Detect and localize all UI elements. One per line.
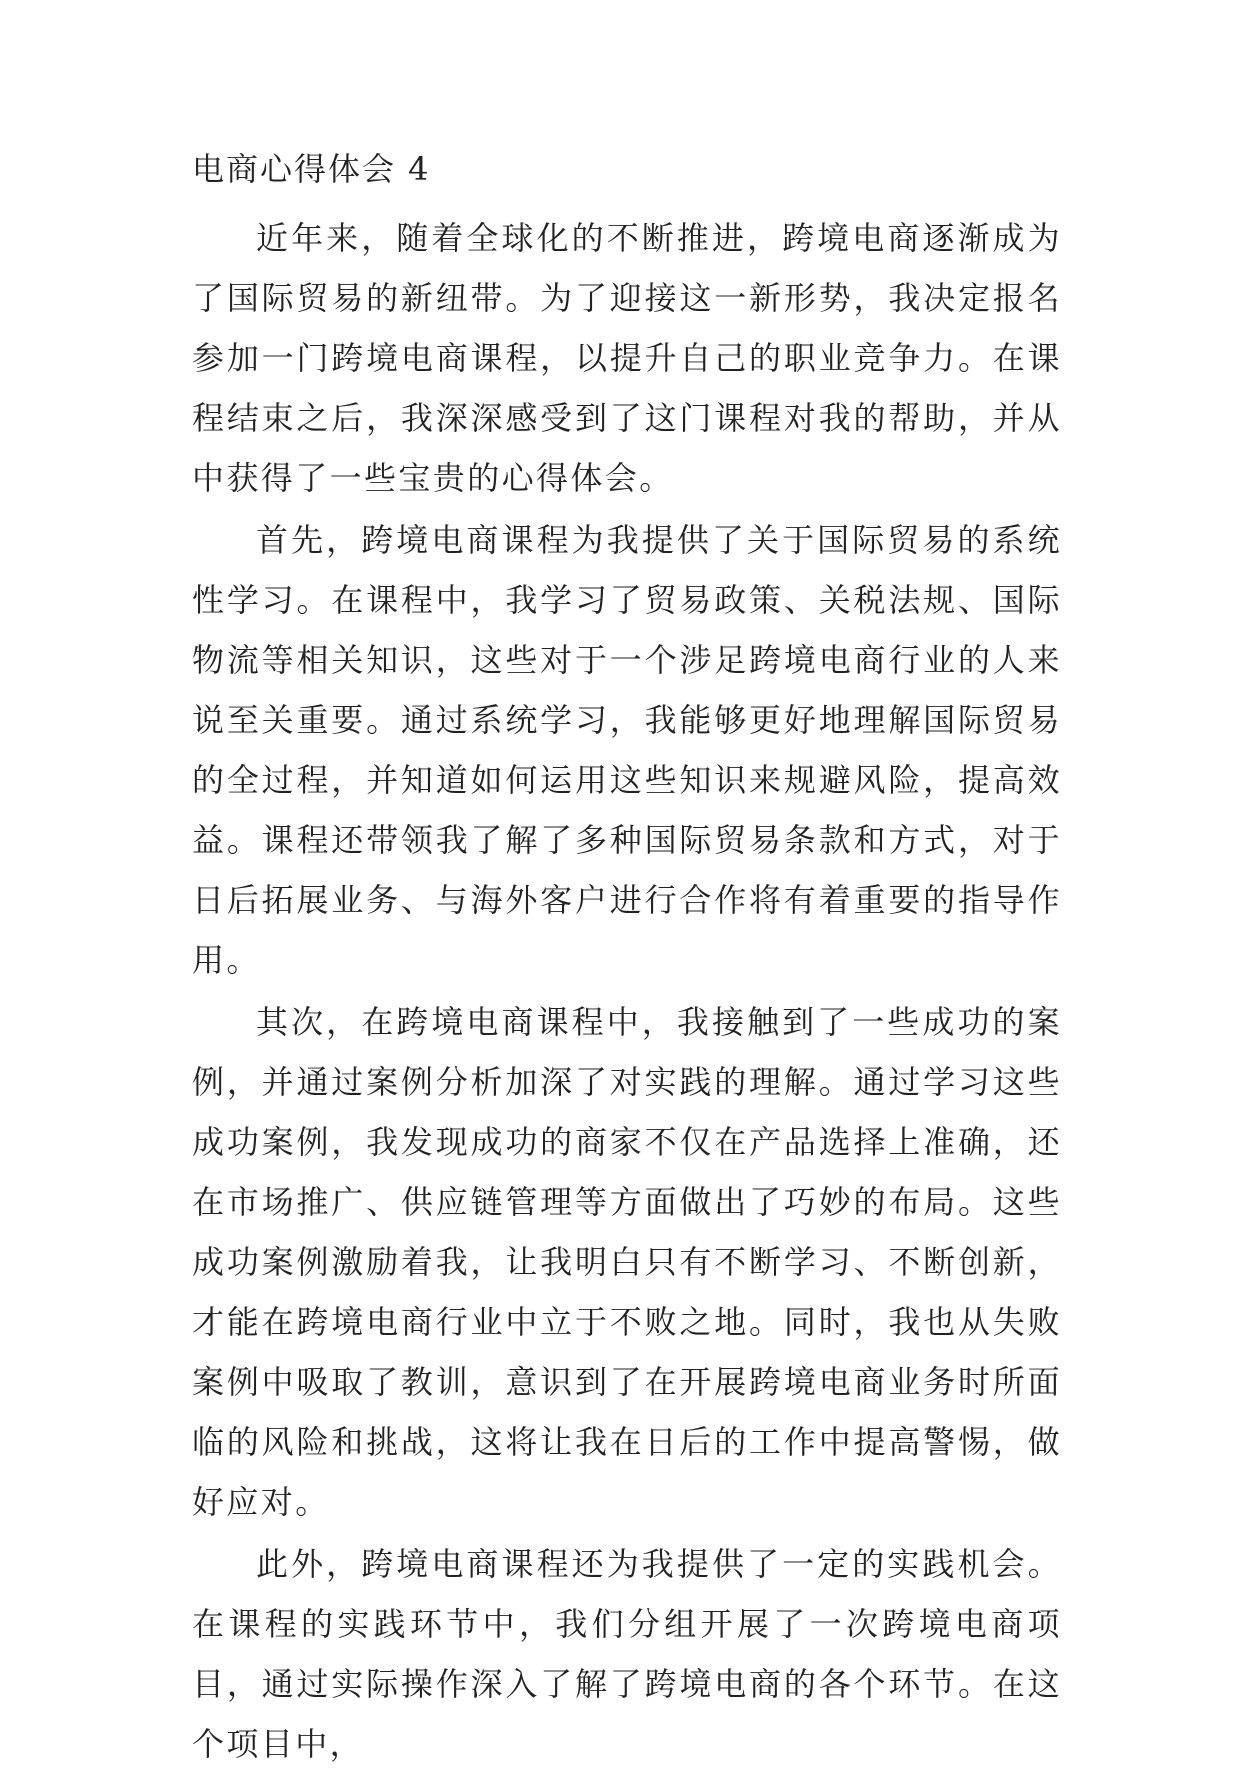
document-title: 电商心得体会 4 [192, 150, 431, 188]
paragraph-second: 其次，在跨境电商课程中，我接触到了一些成功的案例，并通过案例分析加深了对实践的理解。通过学习这些成功案例，我发现成功的商家不仅在产品选择上准确，还在市场推广、供应链管理等方面做出了巧妙的布局。这些成功案例激励着我，让我明白只有不断学习、不断创新，才能在跨境电商行业中立于不败之地。同时，我也从失败案例中吸取了教训，意识到了在开展跨境电商业务时所面临的风险和挑战，这将让我在日后的工作中提高警惕，做好应对。 [192, 1003, 1062, 1521]
document-body [192, 148, 1062, 1776]
paragraph-third: 此外，跨境电商课程还为我提供了一定的实践机会。在课程的实践环节中，我们分组开展了一次跨境电商项目，通过实际操作深入了解了跨境电商的各个环节。在这个项目中， [192, 1545, 1062, 1763]
paragraph-intro: 近年来，随着全球化的不断推进，跨境电商逐渐成为了国际贸易的新纽带。为了迎接这一新形势，我决定报名参加一门跨境电商课程，以提升自己的职业竞争力。在课程结束之后，我深深感受到了这门课程对我的帮助，并从中获得了一些宝贵的心得体会。 [192, 219, 1062, 497]
paragraph-first: 首先，跨境电商课程为我提供了关于国际贸易的系统性学习。在课程中，我学习了贸易政策、关税法规、国际物流等相关知识，这些对于一个涉足跨境电商行业的人来说至关重要。通过系统学习，我能够更好地理解国际贸易的全过程，并知道如何运用这些知识来规避风险，提高效益。课程还带领我了解了多种国际贸易条款和方式，对于日后拓展业务、与海外客户进行合作将有着重要的指导作用。 [192, 521, 1062, 979]
